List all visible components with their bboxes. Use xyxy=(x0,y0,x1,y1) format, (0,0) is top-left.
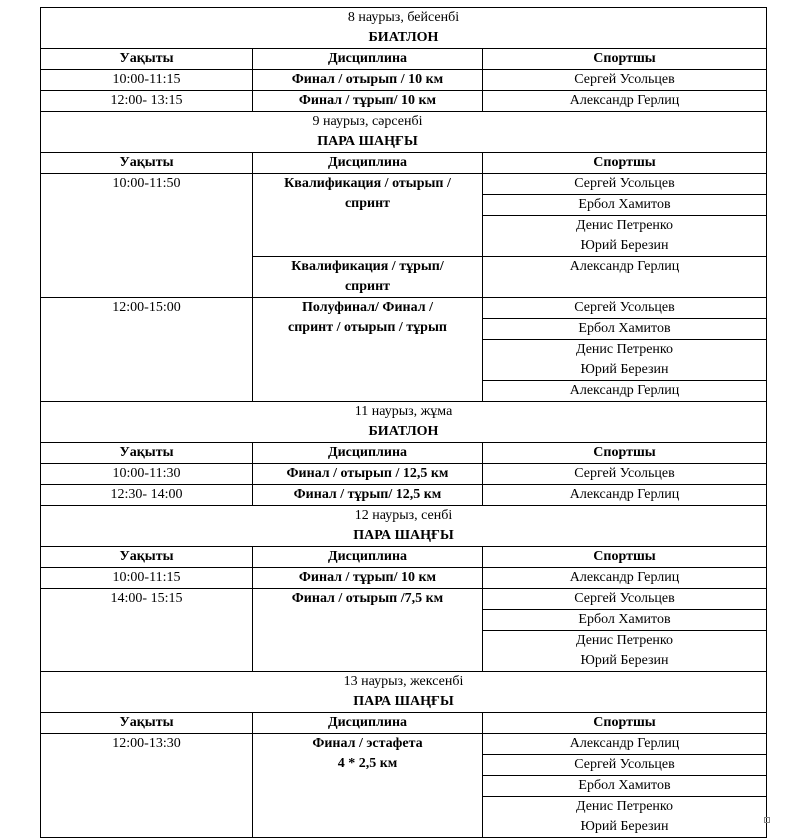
header-athlete: Спортшы xyxy=(483,49,767,70)
sport-title: БИАТЛОН xyxy=(41,28,767,49)
athlete-cell: Ербол Хамитов xyxy=(483,195,767,216)
discipline-line: спринт xyxy=(344,196,391,211)
header-time: Уақыты xyxy=(41,153,253,174)
header-time: Уақыты xyxy=(41,49,253,70)
discipline-line: Финал / эстафета xyxy=(312,736,423,751)
day-date: 12 наурыз, сенбі xyxy=(41,506,767,527)
column-headers xyxy=(41,49,767,70)
sport-title: БИАТЛОН xyxy=(41,422,767,443)
table-row xyxy=(41,734,767,755)
day-header xyxy=(41,672,767,693)
day-date: 8 наурыз, бейсенбі xyxy=(347,10,460,25)
discipline-cell: Финал / тұрып/ 10 км xyxy=(253,568,483,589)
discipline-cell xyxy=(253,734,483,838)
day-header xyxy=(41,8,767,29)
time-cell: 10:00-11:15 xyxy=(41,568,253,589)
table-row xyxy=(41,589,767,610)
day-date: 13 наурыз, жексенбі xyxy=(41,672,767,693)
table-row xyxy=(41,485,767,506)
athlete-cell: Денис Петренко xyxy=(483,216,767,237)
athlete-cell: Юрий Березин xyxy=(483,360,767,381)
column-headers xyxy=(41,547,767,568)
header-time: Уақыты xyxy=(41,713,253,734)
discipline-line: Квалификация / тұрып/ xyxy=(291,259,444,274)
header-discipline: Дисциплина xyxy=(253,547,483,568)
discipline-line: 4 * 2,5 км xyxy=(337,756,398,771)
table-row xyxy=(41,464,767,485)
sport-header xyxy=(41,692,767,713)
athlete-cell: Александр Герлиц xyxy=(483,381,767,402)
sport-header xyxy=(41,28,767,49)
athlete-cell: Сергей Усольцев xyxy=(483,174,767,195)
sport-title: ПАРА ШАҢҒЫ xyxy=(41,692,767,713)
header-athlete: Спортшы xyxy=(483,713,767,734)
header-time: Уақыты xyxy=(41,443,253,464)
day-date: 11 наурыз, жұма xyxy=(41,402,767,423)
athlete-cell: Денис Петренко xyxy=(483,340,767,361)
header-discipline: Дисциплина xyxy=(253,713,483,734)
athlete-cell: Александр Герлиц xyxy=(483,734,767,755)
table-row xyxy=(41,91,767,112)
column-headers xyxy=(41,153,767,174)
time-cell: 10:00-11:50 xyxy=(41,174,253,298)
column-headers xyxy=(41,443,767,464)
athlete-cell: Сергей Усольцев xyxy=(483,70,767,91)
header-athlete: Спортшы xyxy=(483,153,767,174)
athlete-cell: Сергей Усольцев xyxy=(483,589,767,610)
table-row xyxy=(41,298,767,319)
athlete-cell: Александр Герлиц xyxy=(483,485,767,506)
header-athlete: Спортшы xyxy=(483,443,767,464)
athlete-cell: Александр Герлиц xyxy=(483,91,767,112)
athlete-cell: Ербол Хамитов xyxy=(483,776,767,797)
column-headers xyxy=(41,713,767,734)
discipline-cell: Финал / отырып / 12,5 км xyxy=(253,464,483,485)
athlete-cell: Юрий Березин xyxy=(483,651,767,672)
sport-header xyxy=(41,422,767,443)
athlete-cell: Сергей Усольцев xyxy=(483,755,767,776)
discipline-cell: Финал / тұрып/ 12,5 км xyxy=(253,485,483,506)
time-cell: 12:30- 14:00 xyxy=(41,485,253,506)
sport-header xyxy=(41,526,767,547)
athlete-cell: Денис Петренко xyxy=(483,797,767,818)
athlete-cell: Сергей Усольцев xyxy=(483,464,767,485)
athlete-cell: Юрий Березин xyxy=(483,817,767,838)
table-row xyxy=(41,70,767,91)
sport-title: ПАРА ШАҢҒЫ xyxy=(41,526,767,547)
day-date: 9 наурыз, сәрсенбі xyxy=(253,112,483,133)
discipline-line: Полуфинал/ Финал / xyxy=(302,300,433,315)
discipline-line: Квалификация / отырып / xyxy=(284,176,451,191)
header-discipline: Дисциплина xyxy=(253,443,483,464)
header-discipline: Дисциплина xyxy=(253,153,483,174)
discipline-line: спринт / отырып / тұрып xyxy=(288,320,447,335)
day-header xyxy=(41,506,767,527)
discipline-cell: Финал / тұрып/ 10 км xyxy=(253,91,483,112)
discipline-cell xyxy=(253,174,483,257)
athlete-cell: Александр Герлиц xyxy=(483,257,767,298)
header-discipline: Дисциплина xyxy=(253,49,483,70)
table-row xyxy=(41,174,767,195)
time-cell: 12:00-13:30 xyxy=(41,734,253,838)
time-cell: 12:00-15:00 xyxy=(41,298,253,402)
time-cell: 12:00- 13:15 xyxy=(41,91,253,112)
athlete-cell: Ербол Хамитов xyxy=(483,610,767,631)
header-time: Уақыты xyxy=(41,547,253,568)
athlete-cell: Александр Герлиц xyxy=(483,568,767,589)
header-athlete: Спортшы xyxy=(483,547,767,568)
discipline-cell xyxy=(253,298,483,402)
time-cell: 10:00-11:15 xyxy=(41,70,253,91)
sport-header xyxy=(41,132,767,153)
athlete-cell: Сергей Усольцев xyxy=(483,298,767,319)
sport-title: ПАРА ШАҢҒЫ xyxy=(253,132,483,153)
day-header xyxy=(41,402,767,423)
discipline-cell: Финал / отырып /7,5 км xyxy=(253,589,483,672)
schedule-table xyxy=(40,7,767,838)
discipline-cell xyxy=(253,257,483,298)
day-header xyxy=(41,112,767,133)
discipline-cell: Финал / отырып / 10 км xyxy=(253,70,483,91)
time-cell: 10:00-11:30 xyxy=(41,464,253,485)
athlete-cell: Ербол Хамитов xyxy=(483,319,767,340)
athlete-cell: Денис Петренко xyxy=(483,631,767,652)
athlete-cell: Юрий Березин xyxy=(483,236,767,257)
discipline-line: спринт xyxy=(344,279,391,294)
page-corner-marker xyxy=(764,817,770,823)
table-row xyxy=(41,568,767,589)
time-cell: 14:00- 15:15 xyxy=(41,589,253,672)
